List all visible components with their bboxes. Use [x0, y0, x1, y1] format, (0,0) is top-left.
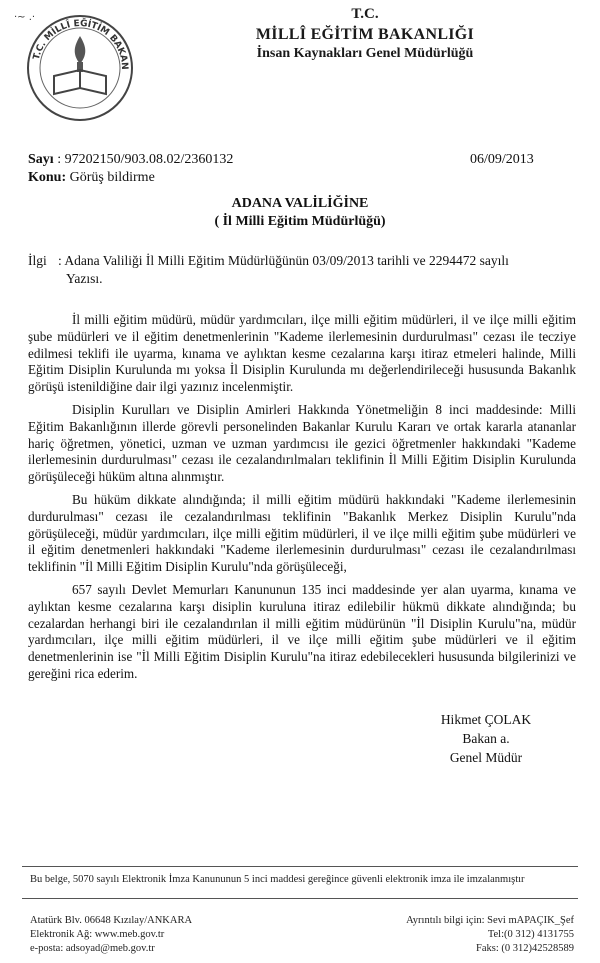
- paragraph-2: Disiplin Kurulları ve Disiplin Amirleri Hakkında Yönetmeliğin 8 inci maddesinde: Milli Eğitim Bakanlığının illerde görevli personelinden Bakanlar Kurulu Kararı ve ortak kararla atananlar hariç öğretmen, yönetici, uzman ve uzman yardımcısı ile gezici öğretmenler hakkındaki "Kademe ilerlemesinin durdurulması" cezası ile cezalandırılmaları teklifinin İl Milli Eğitim Disiplin Kurulunda görüşüleceği hüküm altına alınmıştır.: [28, 401, 576, 485]
- svg-text:T.C. MİLLÎ EĞİTİM BAKANLIĞI: T.C. MİLLÎ EĞİTİM BAKAN: [31, 18, 130, 70]
- footer-contact: Ayrıntılı bilgi için: Sevi mAPAÇIK_Şef: [406, 915, 574, 926]
- sayi-label: Sayı: [28, 152, 54, 167]
- header-directorate: İnsan Kaynakları Genel Müdürlüğü: [256, 46, 474, 61]
- svg-text:·~ .·: ·~ .·: [14, 12, 36, 23]
- header-ministry: MİLLÎ EĞİTİM BAKANLIĞI: [255, 26, 475, 43]
- footer-address: Atatürk Blv. 06648 Kızılay/ANKARA: [30, 915, 193, 926]
- signatory-name: Hikmet ÇOLAK: [440, 712, 532, 727]
- ministry-seal-logo: [10, 6, 150, 126]
- konu-line: [28, 170, 155, 186]
- paragraph-3: Bu hüküm dikkate alındığında; il milli eğitim müdürü hakkındaki "Kademe ilerlemesinin durdurulması" cezası ile cezalandırılması teklifinin "Bakanlık Merkez Disiplin Kurulu"nda görüşüleceği, müdür yardımcıları, ilçe milli eğitim müdürleri, il ve ilçe milli eğitim şube müdürleri ve il eğitim denetmenleri hakkındaki "Kademe ilerlemesinin durdurulması" cezası ile cezalandırılması teklifinin "İl Milli Eğitim Disiplin Kurulu"nda görüşüleceği,: [28, 491, 576, 575]
- footer-divider-top: [22, 866, 578, 867]
- signatory-title2: Genel Müdür: [449, 750, 523, 765]
- konu-label: Konu:: [28, 170, 67, 185]
- addressee-line1: ADANA VALİLİĞİNE: [231, 196, 369, 211]
- sayi-line: [28, 152, 233, 168]
- footer-fax: Faks: (0 312)42528589: [476, 943, 574, 954]
- footer-divider-bottom: [22, 898, 578, 899]
- signature-block: [406, 710, 566, 767]
- ilgi-text: : Adana Valiliği İl Milli Eğitim Müdürlüğünün 03/09/2013 tarihli ve 2294472 sayılı: [58, 253, 509, 268]
- footer-contact-block: [406, 914, 574, 956]
- footer-web: Elektronik Ağ: www.meb.gov.tr: [30, 929, 165, 940]
- konu-value: Görüş bildirme: [69, 170, 155, 185]
- footer-email: e-posta: adsoyad@meb.gov.tr: [30, 943, 155, 954]
- letter-body: [28, 312, 576, 689]
- esignature-note: Bu belge, 5070 sayılı Elektronik İmza Kanununun 5 inci maddesi gereğince güvenli elektronik imza ile imzalanmıştır: [30, 874, 525, 885]
- addressee-line2: ( İl Milli Eğitim Müdürlüğü): [214, 214, 386, 229]
- footer-tel: Tel:(0 312) 4131755: [487, 929, 574, 940]
- header-tc: T.C.: [351, 6, 379, 22]
- paragraph-1: İl milli eğitim müdürü, müdür yardımcıları, ilçe milli eğitim müdürleri, il ve ilçe milli eğitim şube müdürleri ve il eğitim denetmenlerinin "Kademe ilerlemesinin durdurulması" cezası ile tecziye edilmesi teklifi ile uyarma, kınama ve aylıktan kesme cezalarına karşı itiraz etmeleri halinde, Milli Eğitim Disiplin Kurulunda mı yoksa İl Disiplin Kurulunda mı değerlendirileceği hususunda Bakanlık görüşü istenildiğine dair ilgi yazınız incelenmiştir.: [28, 312, 576, 395]
- footer-address-block: [30, 914, 192, 956]
- paragraph-4: 657 sayılı Devlet Memurları Kanununun 135 inci maddesinde yer alan uyarma, kınama ve aylıktan kesme cezalarına karşı disiplin kuruluna itiraz edilebilir hükmü dikkate alındığında; bu cezalardan herhangi biri ile cezalandırılan il milli eğitim müdürünün "İl Disiplin Kurulu"na, müdür yardımcıları, ilçe milli eğitim müdürleri, il ve ilçe milli eğitim şube müdürleri ve il eğitim denetmenlerinin ise "İl Milli Eğitim Disiplin Kurulu"na itiraz edebilecekleri hususunda bilgilerinizi ve gereğini rica ederim.: [28, 581, 576, 681]
- ilgi-text-cont: Yazısı.: [66, 271, 103, 286]
- sayi-value: : 97202150/903.08.02/2360132: [57, 152, 234, 167]
- document-date: 06/09/2013: [470, 152, 534, 167]
- signatory-title1: Bakan a.: [462, 731, 510, 746]
- ilgi-label: İlgi: [28, 253, 47, 268]
